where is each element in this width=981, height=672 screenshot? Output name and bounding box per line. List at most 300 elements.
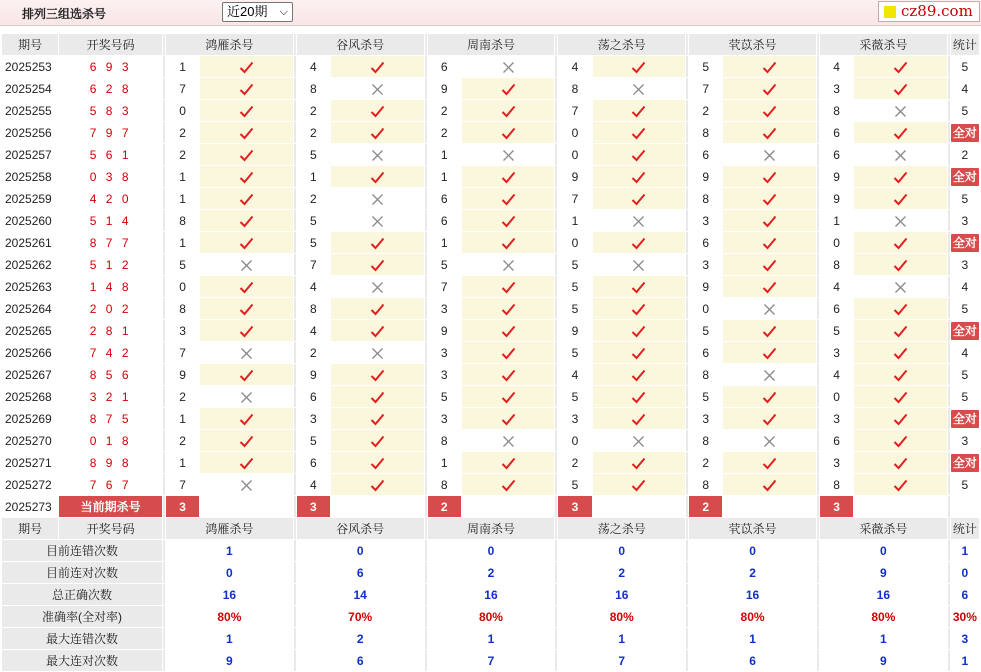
- draw-numbers-cell: 8 7 5: [59, 408, 163, 430]
- result-cell: [200, 56, 294, 78]
- kill-number-cell: 1: [165, 452, 199, 474]
- kill-number-cell: 7: [558, 100, 592, 122]
- result-cell: [200, 144, 294, 166]
- summary-value: 6: [296, 650, 424, 672]
- summary-label: 目前连错次数: [2, 540, 163, 562]
- kill-number-cell: 4: [296, 276, 330, 298]
- summary-value: 1: [427, 628, 555, 650]
- summary-value: 7: [427, 650, 555, 672]
- draw-numbers-cell: 5 8 3: [59, 100, 163, 122]
- stat-cell: [950, 254, 979, 276]
- result-cell: [461, 320, 555, 342]
- summary-value: 2: [689, 562, 817, 584]
- result-cell: [200, 342, 294, 364]
- site-logo[interactable]: [878, 1, 980, 22]
- current-result-empty: [723, 496, 817, 518]
- check-icon: [893, 367, 908, 381]
- kill-number-cell: 5: [558, 342, 592, 364]
- summary-value: 16: [819, 584, 947, 606]
- table-row: [2, 320, 980, 342]
- kill-number-cell: 3: [296, 408, 330, 430]
- stat-value: 5: [961, 367, 969, 382]
- draw-numbers-cell: 7 6 7: [59, 474, 163, 496]
- summary-value: 7: [558, 650, 686, 672]
- result-cell: [592, 122, 686, 144]
- kill-number-cell: 5: [296, 210, 330, 232]
- top-bar: [0, 0, 981, 26]
- check-icon: [893, 81, 908, 95]
- check-icon: [370, 477, 385, 491]
- result-cell: [854, 78, 948, 100]
- result-cell: [330, 298, 424, 320]
- kill-number-cell: 0: [558, 144, 592, 166]
- result-cell: [592, 78, 686, 100]
- cross-icon: [894, 147, 907, 161]
- stat-cell: [950, 100, 979, 122]
- result-cell: [592, 430, 686, 452]
- kill-number-cell: 9: [427, 320, 461, 342]
- stat-cell: [950, 386, 979, 408]
- stat-value: 5: [961, 477, 969, 492]
- summary-value: 16: [165, 584, 293, 606]
- kill-number-cell: 5: [296, 430, 330, 452]
- summary-row: [2, 628, 980, 650]
- summary-value: 80%: [427, 606, 555, 628]
- check-icon: [631, 169, 646, 183]
- kill-number-cell: 8: [819, 100, 853, 122]
- table-row: [2, 342, 980, 364]
- stat-cell: [950, 210, 979, 232]
- period-cell: 2025254: [2, 78, 59, 100]
- col-header-numbers: 开奖号码: [59, 518, 163, 540]
- result-cell: [461, 188, 555, 210]
- summary-value: 80%: [819, 606, 947, 628]
- cross-icon: [240, 257, 253, 271]
- summary-value: 0: [427, 540, 555, 562]
- result-cell: [723, 276, 817, 298]
- kill-number-cell: 6: [427, 210, 461, 232]
- col-header-expert: 荡之杀号: [558, 34, 686, 56]
- col-header-expert: 茕苡杀号: [689, 518, 817, 540]
- cross-icon: [632, 81, 645, 95]
- check-icon: [631, 455, 646, 469]
- period-cell: 2025255: [2, 100, 59, 122]
- kill-number-cell: 2: [296, 100, 330, 122]
- kill-number-cell: 2: [427, 122, 461, 144]
- result-cell: [200, 474, 294, 496]
- result-cell: [854, 342, 948, 364]
- kill-number-cell: 4: [819, 56, 853, 78]
- kill-number-cell: 6: [689, 144, 723, 166]
- result-cell: [461, 122, 555, 144]
- result-cell: [330, 210, 424, 232]
- kill-number-cell: 5: [296, 144, 330, 166]
- cross-icon: [371, 213, 384, 227]
- result-cell: [854, 474, 948, 496]
- kill-number-cell: 2: [165, 122, 199, 144]
- result-cell: [723, 144, 817, 166]
- kill-number-cell: 3: [689, 254, 723, 276]
- kill-number-cell: 2: [296, 122, 330, 144]
- result-cell: [723, 232, 817, 254]
- check-icon: [893, 125, 908, 139]
- check-icon: [631, 411, 646, 425]
- check-icon: [631, 59, 646, 73]
- check-icon: [762, 125, 777, 139]
- period-cell: 2025272: [2, 474, 59, 496]
- kill-number-cell: 6: [819, 298, 853, 320]
- kill-number-cell: 8: [689, 188, 723, 210]
- kill-number-cell: 4: [558, 364, 592, 386]
- check-icon: [762, 235, 777, 249]
- current-kill-number: 2: [689, 496, 723, 518]
- result-cell: [330, 144, 424, 166]
- kill-number-cell: 9: [689, 166, 723, 188]
- result-cell: [723, 100, 817, 122]
- stat-cell: [950, 276, 979, 298]
- check-icon: [370, 103, 385, 117]
- summary-value: 9: [819, 650, 947, 672]
- check-icon: [762, 81, 777, 95]
- kill-number-cell: 8: [819, 254, 853, 276]
- draw-numbers-cell: 8 9 8: [59, 452, 163, 474]
- result-cell: [461, 430, 555, 452]
- check-icon: [631, 389, 646, 403]
- check-icon: [501, 345, 516, 359]
- check-icon: [239, 455, 254, 469]
- table-row: [2, 144, 980, 166]
- kill-number-cell: 1: [165, 56, 199, 78]
- result-cell: [200, 386, 294, 408]
- check-icon: [501, 279, 516, 293]
- result-cell: [854, 452, 948, 474]
- cross-icon: [894, 279, 907, 293]
- kill-number-cell: 5: [165, 254, 199, 276]
- period-cell: 2025265: [2, 320, 59, 342]
- check-icon: [893, 433, 908, 447]
- kill-number-cell: 6: [819, 144, 853, 166]
- kill-number-cell: 9: [819, 188, 853, 210]
- kill-number-cell: 9: [689, 276, 723, 298]
- summary-stat: 30%: [950, 606, 979, 628]
- check-icon: [762, 213, 777, 227]
- check-icon: [239, 103, 254, 117]
- cross-icon: [502, 59, 515, 73]
- check-icon: [370, 169, 385, 183]
- cross-icon: [240, 345, 253, 359]
- result-cell: [330, 100, 424, 122]
- period-cell: 2025259: [2, 188, 59, 210]
- kill-number-cell: 2: [165, 430, 199, 452]
- check-icon: [762, 323, 777, 337]
- result-cell: [723, 408, 817, 430]
- check-icon: [762, 279, 777, 293]
- check-icon: [893, 59, 908, 73]
- kill-number-cell: 8: [819, 474, 853, 496]
- summary-value: 14: [296, 584, 424, 606]
- kill-number-cell: 8: [165, 210, 199, 232]
- check-icon: [501, 323, 516, 337]
- draw-numbers-cell: 6 2 8: [59, 78, 163, 100]
- kill-number-cell: 8: [689, 474, 723, 496]
- result-cell: [330, 56, 424, 78]
- summary-value: 70%: [296, 606, 424, 628]
- check-icon: [631, 323, 646, 337]
- cross-icon: [371, 279, 384, 293]
- check-icon: [631, 345, 646, 359]
- kill-number-cell: 8: [296, 298, 330, 320]
- result-cell: [592, 408, 686, 430]
- table-row: [2, 232, 980, 254]
- check-icon: [239, 301, 254, 315]
- kill-number-cell: 1: [427, 144, 461, 166]
- summary-value: 16: [427, 584, 555, 606]
- kill-number-cell: 8: [427, 474, 461, 496]
- period-cell: 2025267: [2, 364, 59, 386]
- result-cell: [723, 452, 817, 474]
- table-row: [2, 188, 980, 210]
- kill-number-cell: 8: [165, 298, 199, 320]
- summary-value: 6: [296, 562, 424, 584]
- result-cell: [592, 276, 686, 298]
- result-cell: [330, 188, 424, 210]
- period-select[interactable]: [222, 2, 293, 22]
- summary-label: 总正确次数: [2, 584, 163, 606]
- cross-icon: [240, 477, 253, 491]
- result-cell: [854, 210, 948, 232]
- cross-icon: [502, 147, 515, 161]
- kill-number-cell: 9: [427, 78, 461, 100]
- result-cell: [461, 298, 555, 320]
- summary-label: 最大连错次数: [2, 628, 163, 650]
- check-icon: [762, 389, 777, 403]
- summary-value: 16: [689, 584, 817, 606]
- check-icon: [239, 125, 254, 139]
- check-icon: [762, 477, 777, 491]
- summary-value: 0: [558, 540, 686, 562]
- cross-icon: [632, 257, 645, 271]
- kill-number-cell: 6: [819, 122, 853, 144]
- check-icon: [631, 235, 646, 249]
- draw-numbers-cell: 5 1 4: [59, 210, 163, 232]
- kill-number-cell: 7: [558, 188, 592, 210]
- result-cell: [200, 430, 294, 452]
- stat-cell: [950, 188, 979, 210]
- result-cell: [854, 364, 948, 386]
- logo-text: cz89.com: [901, 2, 973, 20]
- kill-number-cell: 3: [427, 364, 461, 386]
- result-cell: [200, 78, 294, 100]
- all-correct-badge: 全对: [952, 323, 977, 338]
- col-header-expert: 鸿雁杀号: [165, 34, 293, 56]
- stat-cell: [950, 430, 979, 452]
- result-cell: [461, 78, 555, 100]
- result-cell: [461, 474, 555, 496]
- result-cell: [592, 232, 686, 254]
- check-icon: [501, 125, 516, 139]
- period-cell: 2025261: [2, 232, 59, 254]
- kill-number-cell: 8: [689, 364, 723, 386]
- result-cell: [854, 430, 948, 452]
- check-icon: [501, 81, 516, 95]
- table-row: [2, 474, 980, 496]
- check-icon: [370, 257, 385, 271]
- summary-stat: 6: [950, 584, 979, 606]
- result-cell: [461, 56, 555, 78]
- check-icon: [370, 235, 385, 249]
- draw-numbers-cell: 6 9 3: [59, 56, 163, 78]
- kill-number-cell: 8: [689, 430, 723, 452]
- stat-value: 5: [961, 103, 969, 118]
- check-icon: [370, 455, 385, 469]
- summary-value: 9: [165, 650, 293, 672]
- draw-numbers-cell: 4 2 0: [59, 188, 163, 210]
- summary-value: 1: [165, 628, 293, 650]
- check-icon: [239, 213, 254, 227]
- cross-icon: [894, 213, 907, 227]
- kill-number-cell: 5: [689, 56, 723, 78]
- kill-number-cell: 6: [819, 430, 853, 452]
- current-kill-number: 3: [558, 496, 592, 518]
- all-correct-badge: 全对: [952, 411, 977, 426]
- result-cell: [461, 342, 555, 364]
- kill-number-cell: 3: [689, 210, 723, 232]
- current-stat-empty: [950, 496, 979, 518]
- check-icon: [501, 301, 516, 315]
- result-cell: [723, 386, 817, 408]
- kill-number-cell: 2: [296, 188, 330, 210]
- summary-value: 80%: [689, 606, 817, 628]
- summary-stat: 1: [950, 540, 979, 562]
- result-cell: [200, 320, 294, 342]
- check-icon: [762, 455, 777, 469]
- current-kill-number: 2: [427, 496, 461, 518]
- check-icon: [239, 433, 254, 447]
- period-select-value: 近20期: [227, 4, 268, 19]
- draw-numbers-cell: 1 4 8: [59, 276, 163, 298]
- check-icon: [631, 147, 646, 161]
- table-row: [2, 122, 980, 144]
- kill-number-cell: 9: [296, 364, 330, 386]
- check-icon: [501, 477, 516, 491]
- result-cell: [461, 100, 555, 122]
- summary-value: 6: [689, 650, 817, 672]
- result-cell: [854, 408, 948, 430]
- result-cell: [461, 276, 555, 298]
- kill-number-cell: 2: [689, 100, 723, 122]
- draw-numbers-cell: 0 1 8: [59, 430, 163, 452]
- kill-number-cell: 5: [427, 386, 461, 408]
- cross-icon: [894, 103, 907, 117]
- kill-number-cell: 4: [819, 364, 853, 386]
- check-icon: [893, 455, 908, 469]
- summary-value: 2: [427, 562, 555, 584]
- cross-icon: [763, 433, 776, 447]
- result-cell: [200, 166, 294, 188]
- col-header-expert: 茕苡杀号: [689, 34, 817, 56]
- result-cell: [330, 232, 424, 254]
- kill-number-cell: 0: [689, 298, 723, 320]
- kill-number-cell: 2: [165, 386, 199, 408]
- result-cell: [330, 364, 424, 386]
- result-cell: [854, 122, 948, 144]
- kill-number-cell: 7: [165, 342, 199, 364]
- kill-number-cell: 2: [427, 100, 461, 122]
- kill-number-cell: 1: [165, 408, 199, 430]
- cross-icon: [240, 389, 253, 403]
- current-result-empty: [854, 496, 948, 518]
- check-icon: [762, 257, 777, 271]
- summary-label: 准确率(全对率): [2, 606, 163, 628]
- cross-icon: [632, 213, 645, 227]
- kill-number-cell: 5: [558, 474, 592, 496]
- current-kill-number: 3: [165, 496, 199, 518]
- check-icon: [501, 455, 516, 469]
- kill-number-cell: 2: [296, 342, 330, 364]
- stat-value: 5: [961, 301, 969, 316]
- kill-number-cell: 3: [819, 342, 853, 364]
- period-cell: 2025268: [2, 386, 59, 408]
- table-row: [2, 210, 980, 232]
- summary-value: 0: [689, 540, 817, 562]
- kill-number-cell: 5: [558, 298, 592, 320]
- table-row: [2, 298, 980, 320]
- kill-number-cell: 3: [165, 320, 199, 342]
- result-cell: [592, 210, 686, 232]
- kill-number-cell: 0: [558, 430, 592, 452]
- draw-numbers-cell: 2 0 2: [59, 298, 163, 320]
- result-cell: [461, 210, 555, 232]
- result-cell: [592, 254, 686, 276]
- col-header-expert: 鸿雁杀号: [165, 518, 293, 540]
- kill-number-cell: 0: [819, 386, 853, 408]
- kill-number-cell: 6: [427, 188, 461, 210]
- check-icon: [239, 169, 254, 183]
- summary-label: 最大连对次数: [2, 650, 163, 672]
- result-cell: [592, 452, 686, 474]
- result-cell: [200, 100, 294, 122]
- result-cell: [200, 122, 294, 144]
- check-icon: [631, 301, 646, 315]
- result-cell: [200, 232, 294, 254]
- cross-icon: [502, 257, 515, 271]
- result-cell: [854, 144, 948, 166]
- kill-number-cell: 6: [296, 452, 330, 474]
- stat-cell: [950, 232, 979, 254]
- check-icon: [501, 169, 516, 183]
- stat-cell: [950, 474, 979, 496]
- result-cell: [330, 166, 424, 188]
- result-cell: [723, 364, 817, 386]
- result-cell: [592, 100, 686, 122]
- stat-cell: [950, 364, 979, 386]
- kill-number-cell: 5: [558, 276, 592, 298]
- summary-value: 1: [165, 540, 293, 562]
- summary-row: [2, 650, 980, 672]
- kill-number-cell: 7: [427, 276, 461, 298]
- check-icon: [239, 191, 254, 205]
- summary-row: [2, 562, 980, 584]
- result-cell: [200, 276, 294, 298]
- draw-numbers-cell: 7 9 7: [59, 122, 163, 144]
- result-cell: [592, 320, 686, 342]
- check-icon: [239, 411, 254, 425]
- check-icon: [631, 191, 646, 205]
- kill-number-cell: 1: [165, 232, 199, 254]
- check-icon: [631, 103, 646, 117]
- summary-value: 80%: [558, 606, 686, 628]
- kill-number-cell: 7: [165, 474, 199, 496]
